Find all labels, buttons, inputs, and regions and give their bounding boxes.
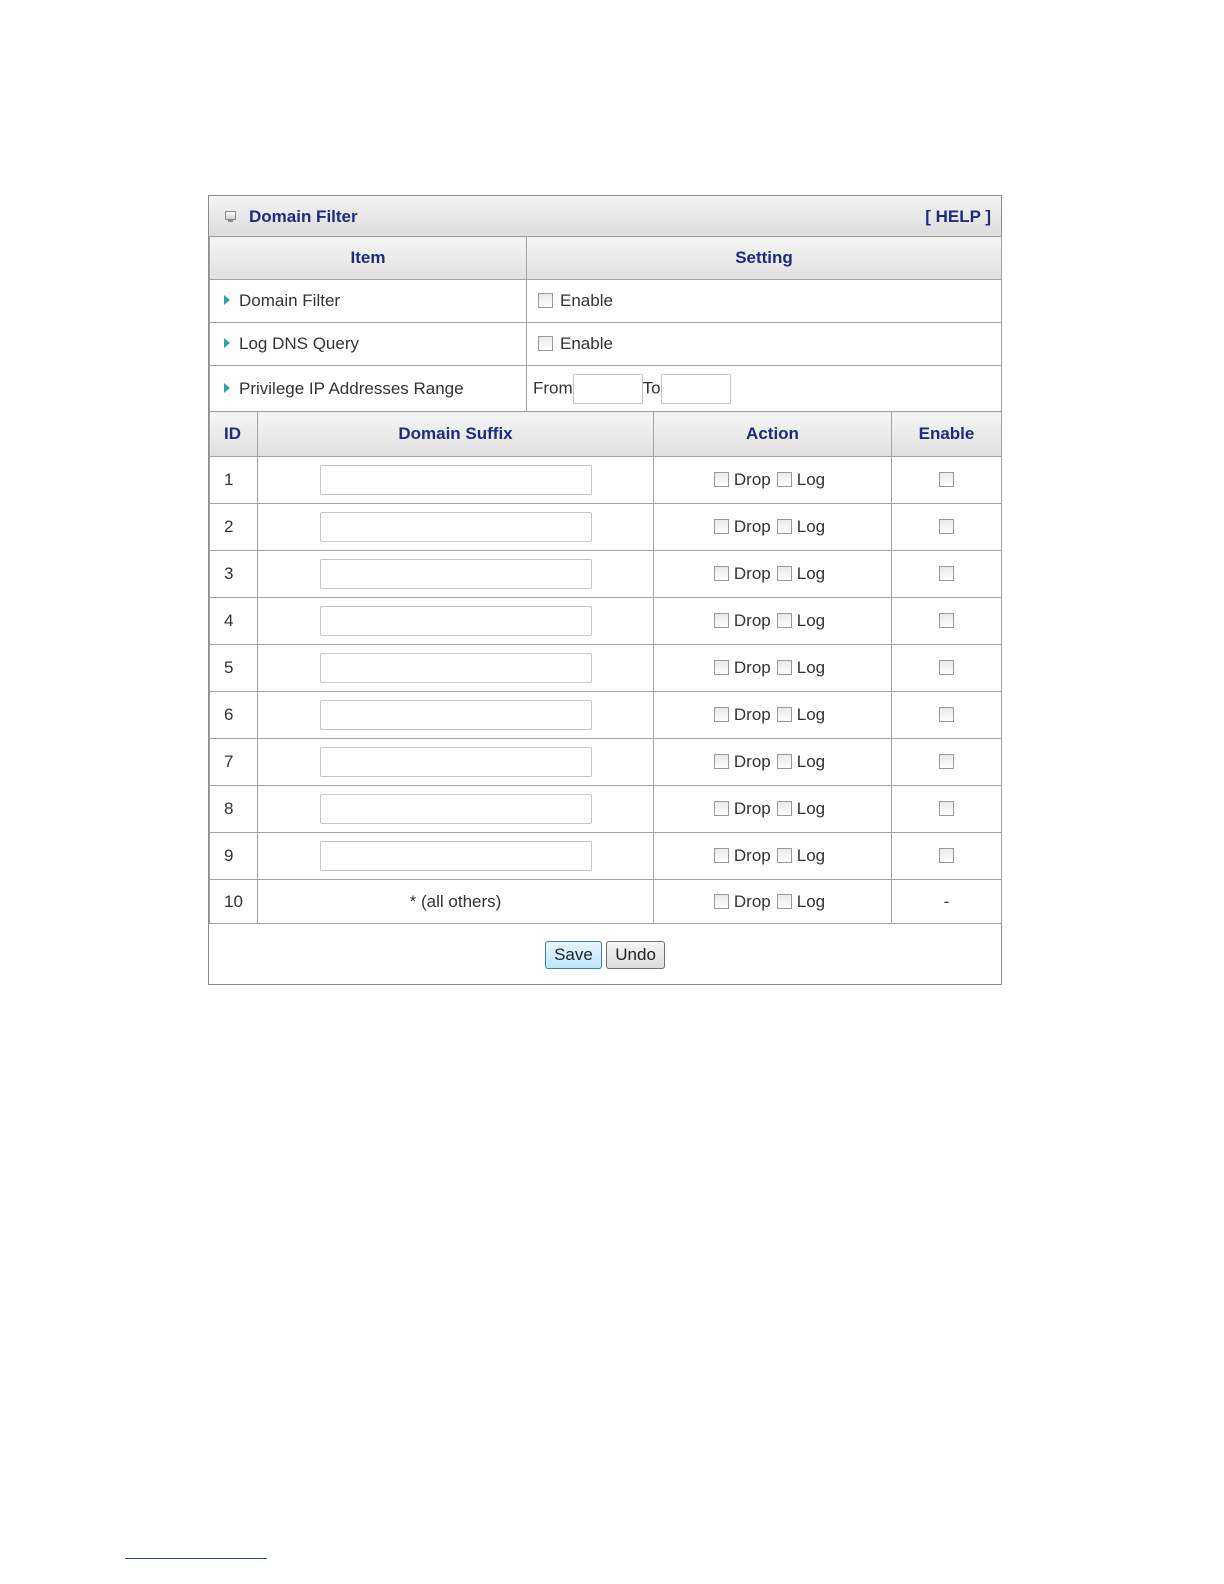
- rule-id: 6: [210, 692, 258, 739]
- domain-filter-enable-label: Enable: [560, 291, 613, 310]
- log-checkbox[interactable]: [777, 894, 792, 909]
- privilege-ip-from-input[interactable]: [573, 374, 643, 404]
- rule-id: 1: [210, 457, 258, 504]
- log-checkbox[interactable]: [777, 613, 792, 628]
- log-dns-query-row: [210, 323, 1002, 366]
- domain-rules-table: [209, 411, 1002, 924]
- domain-suffix-input[interactable]: [320, 794, 592, 824]
- table-row: [210, 739, 1002, 786]
- drop-label: Drop: [733, 517, 771, 536]
- rule-id: 10: [210, 880, 258, 924]
- rules-header-row: [210, 412, 1002, 457]
- drop-checkbox[interactable]: [714, 894, 729, 909]
- log-label: Log: [796, 564, 826, 583]
- to-label: To: [642, 378, 661, 398]
- help-link[interactable]: [ HELP ]: [925, 207, 991, 226]
- log-label: Log: [796, 891, 826, 911]
- table-row: [210, 598, 1002, 645]
- domain-filter-panel: [208, 195, 1002, 985]
- rule-id: 9: [210, 833, 258, 880]
- all-others-text: * (all others): [258, 880, 654, 924]
- table-row: [210, 692, 1002, 739]
- rule-enable-checkbox[interactable]: [939, 613, 954, 628]
- footnote-divider: [125, 1558, 267, 1559]
- settings-header-row: [210, 237, 1002, 280]
- table-row-all-others: [210, 880, 1002, 924]
- arrow-right-icon: [224, 295, 230, 305]
- drop-label: Drop: [733, 799, 771, 818]
- table-row: [210, 504, 1002, 551]
- rule-id: 5: [210, 645, 258, 692]
- privilege-ip-label: Privilege IP Addresses Range: [239, 379, 464, 398]
- rule-id: 7: [210, 739, 258, 786]
- panel-titlebar: [209, 196, 1001, 237]
- domain-suffix-input[interactable]: [320, 606, 592, 636]
- log-checkbox[interactable]: [777, 848, 792, 863]
- save-button[interactable]: Save: [545, 941, 602, 969]
- log-checkbox[interactable]: [777, 519, 792, 534]
- drop-checkbox[interactable]: [714, 801, 729, 816]
- rule-enable-checkbox[interactable]: [939, 566, 954, 581]
- table-row: [210, 551, 1002, 598]
- log-checkbox[interactable]: [777, 707, 792, 722]
- log-dns-query-label: Log DNS Query: [239, 334, 359, 353]
- domain-filter-label: Domain Filter: [239, 291, 341, 310]
- rule-enable-checkbox[interactable]: [939, 472, 954, 487]
- log-checkbox[interactable]: [777, 754, 792, 769]
- table-row: [210, 786, 1002, 833]
- arrow-right-icon: [224, 383, 230, 393]
- domain-suffix-input[interactable]: [320, 747, 592, 777]
- drop-label: Drop: [733, 752, 771, 771]
- table-row: [210, 645, 1002, 692]
- drop-label: Drop: [733, 658, 771, 677]
- rule-enable-checkbox[interactable]: [939, 519, 954, 534]
- action-column-header: Action: [654, 412, 892, 457]
- drop-label: Drop: [733, 611, 771, 630]
- domain-suffix-input[interactable]: [320, 841, 592, 871]
- domain-suffix-input[interactable]: [320, 700, 592, 730]
- log-label: Log: [796, 658, 826, 677]
- log-label: Log: [796, 517, 826, 536]
- privilege-ip-to-input[interactable]: [661, 374, 731, 404]
- drop-checkbox[interactable]: [714, 613, 729, 628]
- panel-title: Domain Filter: [249, 207, 358, 226]
- drop-label: Drop: [733, 705, 771, 724]
- log-label: Log: [796, 799, 826, 818]
- domain-suffix-input[interactable]: [320, 465, 592, 495]
- table-row: [210, 457, 1002, 504]
- log-checkbox[interactable]: [777, 801, 792, 816]
- rule-enable-checkbox[interactable]: [939, 801, 954, 816]
- table-row: [210, 833, 1002, 880]
- rule-enable-checkbox[interactable]: [939, 660, 954, 675]
- drop-checkbox[interactable]: [714, 472, 729, 487]
- drop-checkbox[interactable]: [714, 754, 729, 769]
- privilege-ip-row: [210, 366, 1002, 413]
- button-bar: [209, 927, 1001, 984]
- drop-label: Drop: [733, 846, 771, 865]
- domain-filter-row: [210, 280, 1002, 323]
- item-column-header: Item: [210, 237, 527, 280]
- log-label: Log: [796, 705, 826, 724]
- log-dns-query-enable-label: Enable: [560, 334, 613, 353]
- drop-label: Drop: [733, 564, 771, 583]
- rule-id: 2: [210, 504, 258, 551]
- rule-enable-checkbox[interactable]: [939, 754, 954, 769]
- log-checkbox[interactable]: [777, 660, 792, 675]
- domain-suffix-input[interactable]: [320, 559, 592, 589]
- drop-checkbox[interactable]: [714, 660, 729, 675]
- drop-checkbox[interactable]: [714, 848, 729, 863]
- window-icon: [225, 211, 236, 220]
- arrow-right-icon: [224, 338, 230, 348]
- settings-table: [209, 236, 1002, 413]
- log-checkbox[interactable]: [777, 566, 792, 581]
- drop-checkbox[interactable]: [714, 707, 729, 722]
- rule-enable-checkbox[interactable]: [939, 707, 954, 722]
- rule-enable-checkbox[interactable]: [939, 848, 954, 863]
- rule-id: 8: [210, 786, 258, 833]
- log-label: Log: [796, 470, 826, 489]
- enable-column-header: Enable: [892, 412, 1002, 457]
- domain-suffix-column-header: Domain Suffix: [258, 412, 654, 457]
- undo-button[interactable]: Undo: [606, 941, 665, 969]
- log-dns-query-enable-checkbox[interactable]: [538, 336, 553, 351]
- drop-checkbox[interactable]: [714, 566, 729, 581]
- drop-label: Drop: [733, 891, 771, 911]
- domain-suffix-input[interactable]: [320, 653, 592, 683]
- log-label: Log: [796, 611, 826, 630]
- setting-column-header: Setting: [527, 237, 1002, 280]
- log-label: Log: [796, 752, 826, 771]
- from-label: From: [533, 378, 573, 398]
- drop-label: Drop: [733, 470, 771, 489]
- log-checkbox[interactable]: [777, 472, 792, 487]
- domain-filter-enable-checkbox[interactable]: [538, 293, 553, 308]
- rule-id: 3: [210, 551, 258, 598]
- log-label: Log: [796, 846, 826, 865]
- rule-id: 4: [210, 598, 258, 645]
- domain-suffix-input[interactable]: [320, 512, 592, 542]
- id-column-header: ID: [210, 412, 258, 457]
- enable-placeholder: -: [892, 880, 1002, 924]
- drop-checkbox[interactable]: [714, 519, 729, 534]
